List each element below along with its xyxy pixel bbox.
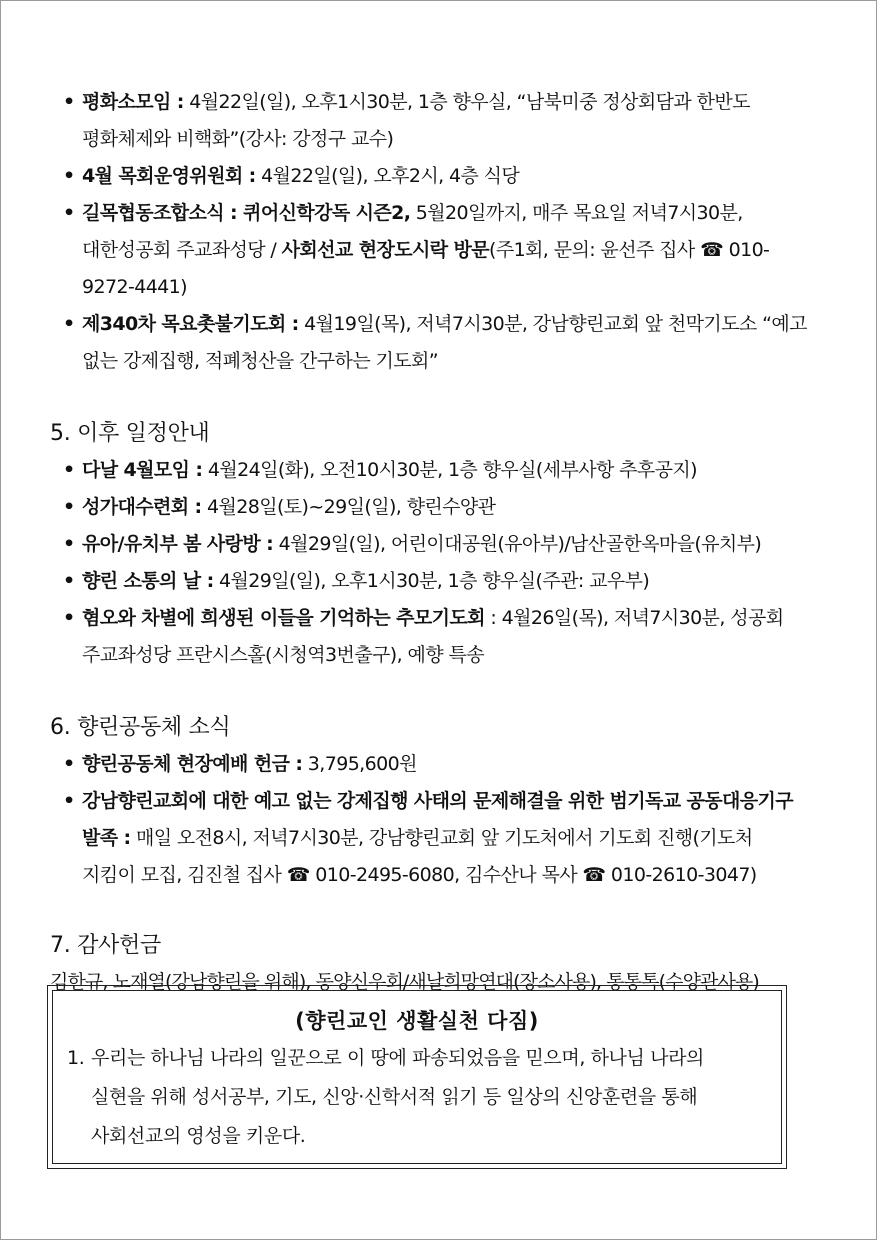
bullet: •	[63, 165, 75, 187]
thanks-offering-text: 김한규, 노재열(강남향린을 위해), 동양신우회/새날희망연대(장소사용), 통통톡(수양관사용)	[50, 971, 759, 993]
list-item	[50, 526, 810, 563]
section6-list	[50, 746, 810, 894]
bulletin-content	[50, 84, 810, 1001]
spacer	[50, 674, 810, 709]
list-item	[50, 746, 810, 783]
pledge-title: (향린교인 생활실천 다짐)	[295, 1009, 539, 1033]
bullet: •	[63, 496, 75, 518]
item-text: 3,795,600원	[302, 753, 417, 775]
item-label: 향린 소통의 날 :	[82, 570, 214, 592]
list-item	[50, 158, 810, 195]
list-item	[50, 600, 810, 674]
item-label: 길목협동조합소식 : 퀴어신학강독 시즌2,	[82, 202, 411, 224]
item-label: 성가대수련회 :	[82, 496, 202, 518]
section5-title: 5. 이후 일정안내	[50, 421, 210, 446]
item-text: : 4월26일(목), 저녁7시30분, 성공회 주교좌성당 프란시스홀(시청역3번출구), 예향 특송	[82, 607, 784, 666]
item-label-secondary: 사회선교 현장도시락 방문	[281, 239, 489, 261]
item-text: 4월22일(일), 오후2시, 4층 식당	[255, 165, 520, 187]
list-item	[50, 489, 810, 526]
bullet: •	[63, 313, 75, 335]
section4-list	[50, 84, 810, 380]
item-label: 4월 목회운영위원회 :	[82, 165, 256, 187]
section5-list	[50, 452, 810, 674]
item-label: 혐오와 차별에 희생된 이들을 기억하는 추모기도회	[82, 607, 485, 629]
item-label: 유아/유치부 봄 사랑방 :	[82, 533, 274, 555]
item-label: 제340차 목요촛불기도회 :	[82, 313, 299, 335]
item-text: 4월29일(일), 오후1시30분, 1층 향우실(주관: 교우부)	[213, 570, 650, 592]
bullet: •	[63, 607, 75, 629]
bullet: •	[63, 459, 75, 481]
bullet: •	[63, 753, 75, 775]
bullet: •	[63, 570, 75, 592]
list-item	[50, 783, 810, 894]
item-label: 강남향린교회에 대한 예고 없는 강제집행 사태의 문제해결을 위한 범기독교 공동대응기구 발족 :	[82, 790, 794, 849]
section6-title: 6. 향린공동체 소식	[50, 715, 231, 740]
list-item	[50, 306, 810, 380]
item-label: 향린공동체 현장예배 헌금 :	[82, 753, 303, 775]
item-label: 다날 4월모임 :	[82, 459, 203, 481]
item-text-secondary: (주1회, 문의: 윤선주 집사 ☎ 010-9272-4441)	[82, 239, 770, 298]
item-text: 4월29일(일), 어린이대공원(유아부)/남산골한옥마을(유치부)	[273, 533, 762, 555]
bullet: •	[63, 91, 75, 113]
spacer	[50, 380, 810, 415]
pledge-inner-frame	[52, 990, 782, 1164]
pledge-box	[47, 985, 787, 1169]
list-item	[50, 563, 810, 600]
pledge-text: 우리는 하나님 나라의 일꾼으로 이 땅에 파송되었음을 믿으며, 하나님 나라의 실현을 위해 성서공부, 기도, 신앙·신학서적 읽기 등 일상의 신앙훈련을 통해 사회선교의 영성을 키운다.	[91, 1047, 704, 1147]
item-text: 4월28일(토)~29일(일), 향린수양관	[201, 496, 496, 518]
bullet: •	[63, 202, 75, 224]
pledge-item	[67, 1039, 759, 1156]
section7-title: 7. 감사헌금	[50, 933, 161, 958]
item-text: 5월20일까지, 매주 목요일 저녁7시30분, 대한성공회 주교좌성당 /	[82, 202, 743, 261]
bullet: •	[63, 790, 75, 812]
spacer	[50, 894, 810, 927]
item-text: 4월24일(화), 오전10시30분, 1층 향우실(세부사항 추후공지)	[202, 459, 697, 481]
item-text: 매일 오전8시, 저녁7시30분, 강남향린교회 앞 기도처에서 기도회 진행(기도처 지킴이 모집, 김진철 집사 ☎ 010-2495-6080, 김수산나 목사 ☎ 010-2610-3047)	[82, 827, 757, 886]
item-text: 4월22일(일), 오후1시30분, 1층 향우실, “남북미중 정상회담과 한반도 평화체제와 비핵화”(강사: 강정구 교수)	[82, 91, 750, 150]
item-text: 4월19일(목), 저녁7시30분, 강남향린교회 앞 천막기도소 “예고 없는 강제집행, 적폐청산을 간구하는 기도회”	[82, 313, 807, 372]
list-item	[50, 452, 810, 489]
item-label: 평화소모임 :	[82, 91, 184, 113]
bullet: •	[63, 533, 75, 555]
list-item	[50, 84, 810, 158]
pledge-number: 1.	[67, 1047, 85, 1069]
list-item	[50, 195, 810, 306]
